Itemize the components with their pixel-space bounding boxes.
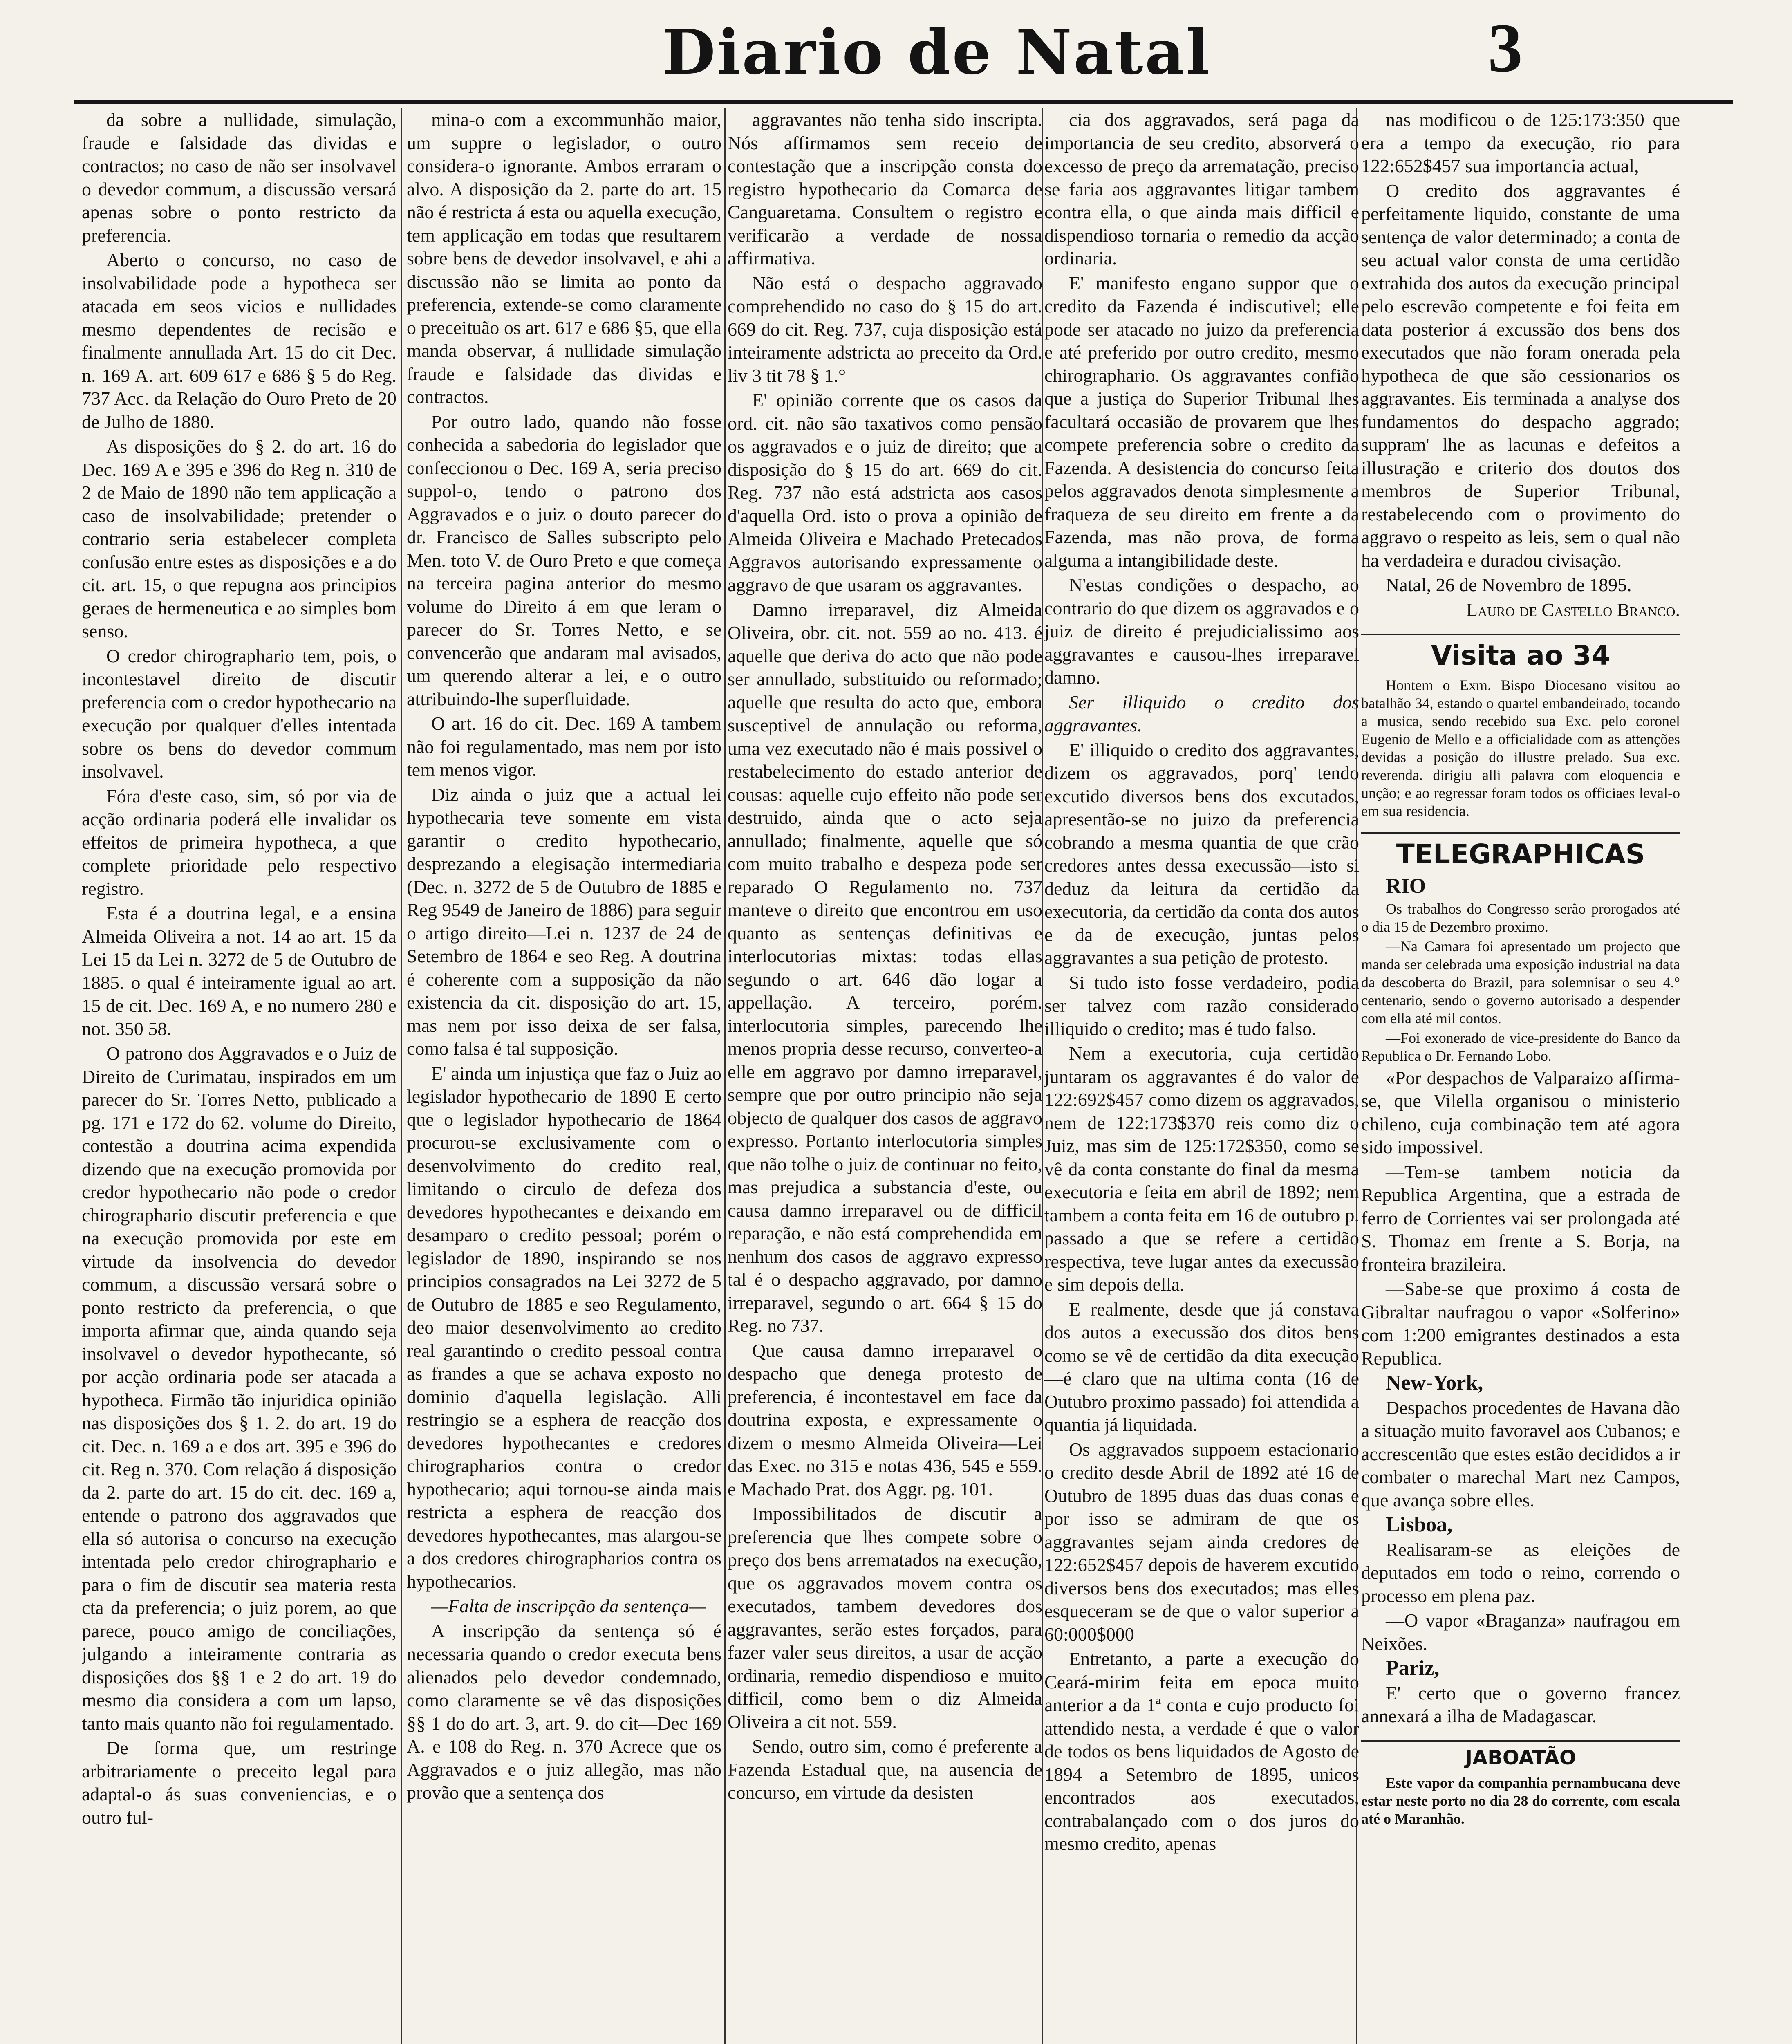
- paragraph: cia dos aggravados, será paga da importancia de seu credito, absorverá o excesso de preço da arrematação, preciso se faria aos aggravantes litigar tambem contra ella, o que ainda mais difficil e dispendioso tornaria o remedio da acção ordinaria.: [1044, 109, 1359, 269]
- header-rule: [74, 100, 1733, 104]
- paragraph: aggravantes não tenha sido inscripta. Nós affirmamos sem receio de contestação que a inscripção consta do registro hypothecario da Comarca de Canguaretama. Consultem o registro e verificarão a verdade de nossa affirmativa.: [728, 109, 1042, 269]
- paragraph: O credor chirographario tem, pois, o incontestavel direito de discutir preferencia com o credor hypothecario na execução por qualquer d'elles intentada sobre os bens do devedor commum insolvavel.: [82, 645, 396, 782]
- dateline-pariz: Pariz,: [1386, 1656, 1440, 1680]
- paragraph: Os aggravados suppoem estacionario o credito desde Abril de 1892 até 16 de Outubro de 1895 duas das duas conas e por isso se admiram de que os aggravantes sejam ainda credores de 122:652$457 depois de haverem excutido diversos bens dos executados; mas elles esqueceram se de que o valor superior a 60:000$000: [1044, 1439, 1359, 1645]
- news-item: Realisaram-se as eleições de deputados em todo o reino, correndo o processo em plena paz.: [1361, 1539, 1680, 1606]
- dateline: Natal, 26 de Novembro de 1895.: [1386, 574, 1632, 595]
- paragraph: O art. 16 do cit. Dec. 169 A tambem não foi regulamentado, mas nem por isto tem menos vigor.: [407, 713, 721, 780]
- paragraph: A inscripção da sentença só é necessaria quando o credor executa bens alienados pelo devedor condemnado, como claramente se vê das disposições §§ 1 do do art. 3, art. 9. do cit—Dec 169 A. e 108 do Reg. n. 370 Acrece que os Aggravados e o juiz allegão, mas não provão que a sentença dos: [407, 1620, 721, 1803]
- section-subheading: —Falta de inscripção da sentença—: [431, 1596, 706, 1616]
- column-4: [1044, 108, 1359, 2044]
- news-item: Hontem o Exm. Bispo Diocesano visitou ao batalhão 34, estando o quartel embandeirado, tocando a musica, sendo recebido sua Exc. pelo coronel Eugenio de Mello e a officialidade com as attenções devidas a posição do illustre prelado. Sua exc. reverenda. dirigiu alli palavra com eloquencia e unção; e ao regressar foram todos os officiaes leval-o em sua residencia.: [1361, 677, 1680, 819]
- news-item: —Foi exonerado de vice-presidente do Banco da Republica o Dr. Fernando Lobo.: [1361, 1029, 1680, 1064]
- news-item: E' certo que o governo francez annexará a ilha de Madagascar.: [1361, 1682, 1680, 1726]
- paragraph: Entretanto, a parte a execução do Ceará-mirim feita em epoca muito anterior a da 1ª conta e cujo producto foi attendido nesta, a verdade é que o valor de todos os bens liquidados de Agosto de 1894 a Setembro de 1895, unicos encontrados aos executados, contrabalançado com o dos juros do mesmo credito, apenas: [1044, 1648, 1359, 1854]
- paragraph: Esta é a doutrina legal, e a ensina Almeida Oliveira a not. 14 ao art. 15 da Lei 15 da Lei n. 3272 de 5 de Outubro de 1885. o qual é inteiramente igual ao art. 15 de cit. Dec. 169 A, e no numero 280 e not. 350 58.: [82, 903, 396, 1039]
- news-item: —Tem-se tambem noticia da Republica Argentina, que a estrada de ferro de Corrientes vai ser prolongada até S. Thomaz em frente a S. Borja, na fronteira brazileira.: [1361, 1161, 1680, 1275]
- paragraph: Que causa damno irreparavel o despacho que denega protesto de preferencia, é incontestavel em face da doutrina exposta, e expressamente o dizem o mesmo Almeida Oliveira—Lei das Exec. no 315 e notas 436, 545 e 559. e Machado Prat. dos Aggr. pg. 101.: [728, 1340, 1042, 1499]
- paragraph: Impossibilitados de discutir a preferencia que lhes compete sobre o preço dos bens arrematados na execução, que os aggravados movem contra os executados, tambem devedores dos aggravantes, serão estes forçados, para fazer valer seus direitos, a usar de acção ordinaria, remedio dispendioso e muito difficil, como bem o diz Almeida Oliveira a cit not. 559.: [728, 1503, 1042, 1732]
- paragraph: Fóra d'este caso, sim, só por via de acção ordinaria poderá elle invalidar os effeitos de primeira hypotheca, a que complete prioridade pelo respectivo registro.: [82, 785, 396, 899]
- headline-jaboatao: JABOATÃO: [1361, 1740, 1680, 1770]
- column-separator: [724, 108, 726, 2044]
- news-item: —Na Camara foi apresentado um projecto que manda ser celebrada uma exposição industrial na data da descoberta do Brazil, para solemnisar o seu 4.° centenario, sendo o governo autorisado a despender com ella até mil contos.: [1361, 938, 1680, 1026]
- paragraph: E' opinião corrente que os casos da ord. cit. não são taxativos como pensão os aggravados e o juiz de direito; que a disposição do § 15 do art. 669 do cit. Reg. 737 não está adstricta aos casos d'aquella Ord. isto o prova a opinião de Almeida Oliveira e Machado Pretecados Aggravos autorisando expressamente o aggravo de que usaram os aggravantes.: [728, 390, 1042, 595]
- paragraph: As disposições do § 2. do art. 16 do Dec. 169 A e 395 e 396 do Reg n. 310 de 2 de Maio de 1890 não tem applicação a caso de insolvabilidade; pretender o contrario seria estabelecer completa confusão entre estes as disposições e a do cit. art. 15, o que repugna aos principios geraes de hermeneutica e ao simples bom senso.: [82, 436, 396, 641]
- paragraph: Sendo, outro sim, como é preferente a Fazenda Estadual que, na ausencia de concurso, em virtude da desisten: [728, 1736, 1042, 1803]
- paragraph: E' manifesto engano suppor que o credito da Fazenda é indiscutivel; elle pode ser atacado no juizo da preferencia e até preferido por outro credito, mesmo chirographario. Os aggravantes confião que a justiça do Superior Tribunal lhes facultará occasião de provarem que lhes compete preferencia sobre o credito da Fazenda. A desistencia do concurso feita pelos aggravados denota simplesmente a fraqueza de seu direito em frente a da Fazenda, mas não prova, de forma alguma a intangibilidade deste.: [1044, 272, 1359, 571]
- paragraph: E' illiquido o credito dos aggravantes, dizem os aggravados, porq' tendo excutido diversos bens dos excutados, apresentão-se no juizo da preferencia cobrando a mesma quantia de que crão credores antes dessa execussão—isto si deduz da leitura da certidão da executoria, da certidão da conta dos autos e da de execução, juntas pelos aggravantes a sua petição de protesto.: [1044, 739, 1359, 968]
- newspaper-title: Diario de Natal: [662, 16, 1211, 88]
- dateline-new-york: New-York,: [1386, 1371, 1483, 1394]
- paragraph: N'estas condições o despacho, ao contrario do que dizem os aggravados e o juiz de direito é prejudicialissimo aos aggravantes e causou-lhes irreparavel damno.: [1044, 574, 1359, 688]
- news-item: Despachos procedentes de Havana dão a situação muito favoravel aos Cubanos; e accrescentão que estes estão decididos a ir combater o marechal Mart nez Campos, que avança sobre elles.: [1361, 1397, 1680, 1511]
- paragraph: Não está o despacho aggravado comprehendido no caso do § 15 do art. 669 do cit. Reg. 737, cuja disposição está inteiramente adstricta ao preceito da Ord. liv 3 tit 78 § 1.°: [728, 272, 1042, 386]
- signature: Lauro de Castello Branco.: [1466, 599, 1680, 620]
- news-item: —Sabe-se que proximo á costa de Gibraltar naufragou o vapor «Solferino» com 1:200 emigrantes destinados a esta Republica.: [1361, 1278, 1680, 1369]
- paragraph: O credito dos aggravantes é perfeitamente liquido, constante de uma sentença de valor determinado; a conta de seu actual valor consta de uma certidão extrahida dos autos da execução principal pelo escrevão competente e foi feita em data posterior á excussão dos bens dos executados que não foram onerada pela hypotheca de que são cessionarios os aggravantes. Eis terminada a analyse dos fundamentos do despacho aggrado; suppram' lhe as lacunas e defeitos a illustração e criterio dos doutos dos membros de Superior Tribunal, restabelecendo com o provimento do aggravo o respeito as leis, sem o qual não ha verdadeira e duradou civisação.: [1361, 180, 1680, 571]
- paragraph: Por outro lado, quando não fosse conhecida a sabedoria do legislador que confeccionou o Dec. 169 A, seria preciso suppol-o, tendo o patrono dos Aggravados e o juiz o douto parecer do dr. Francisco de Salles subscripto pelo Men. toto V. de Ouro Preto e que começa na terceira pagina anterior do mesmo volume do Direito á em que leram o parecer do Sr. Torres Netto, e se convencerão que andaram mal avisados, um querendo alterar a lei, e o outro attribuindo-lhe superfluidade.: [407, 411, 721, 709]
- paragraph: E realmente, desde que já constava dos autos a execussão dos ditos bens como se vê de certidão da dita execução—é claro que na ultima conta (16 de Outubro proximo passado) foi attendida a quantia já liquidada.: [1044, 1298, 1359, 1435]
- paragraph: Diz ainda o juiz que a actual lei hypothecaria teve somente em vista garantir o credito hypothecario, desprezando a elegisação intermediaria (Dec. n. 3272 de 5 de Outubro de 1885 e Reg 9549 de Janeiro de 1886) para seguir o artigo direito—Lei n. 1237 de 24 de Setembro de 1864 e seo Reg. A doutrina é coherente com a supposição da não existencia da cit. disposição do art. 15, mas nem por isso deixa de ser falsa, como falsa é tal supposição.: [407, 784, 721, 1059]
- section-subheading: Ser illiquido o credito dos aggravantes.: [1044, 691, 1359, 735]
- paragraph: De forma que, um restringe arbitrariamente o preceito legal para adaptal-o ás suas conveniencias, e o outro ful-: [82, 1737, 396, 1828]
- dateline-rio: RIO: [1386, 874, 1426, 898]
- paragraph: O patrono dos Aggravados e o Juiz de Direito de Curimatau, inspirados em um parecer do Sr. Torres Netto, publicado a pg. 171 e 172 do 62. volume do Direito, contestão a doutrina acima expendida dizendo que na execução promovida por credor hypothecario não pode o credor chirographario discutir preferencia e que na execução promovida por este em virtude da insolvencia do devedor commum, a discussão versará sobre o ponto restricto da preferencia, o que importa afirmar que, ainda quando seja insolvavel o devedor hypothecante, só por acção ordinaria pode ser atacada a hypotheca. Firmão tão injuridica opinião nas disposições dos § 1. 2. do art. 19 do cit. Dec. n. 169 a e dos art. 395 e 396 do cit. Reg n. 370. Com relação á disposição da 2. parte do art. 15 do cit. dec. 169 a, entende o patrono dos aggravados que ella só autorisa o concurso na execução intentada pelo credor chirographario e para o fim de discutir sea materia resta cta da preferencia; o juiz porem, ao que parece, pouco amigo de conciliações, julgando a inteiramente contraria as disposições dos §§ 1 e 2 do art. 19 do mesmo dia considera a com um lapso, tanto mais quanto não foi regulamentado.: [82, 1043, 396, 1734]
- column-1: [82, 108, 396, 2044]
- paragraph: E' ainda um injustiça que faz o Juiz ao legislador hypothecario de 1890 E certo que o legislador hypothecario de 1864 procurou-se exclusivamente com o desenvolvimento do credito real, limitando o circulo de defeza dos devedores hypothecantes e deixando em desamparo o credito pessoal; porém o legislador de 1890, inspirando se nos principios consagrados na Lei 3272 de 5 de Outubro de 1885 e seo Regulamento, deo maior desenvolvimento ao credito real garantindo o credito pessoal contra as frandes a que se achava exposto no dominio d'aquella legislação. Alli restringio se a esphera de reacção dos devedores hypothecantes e credores chirographarios contra o credor hypothecario; aqui tornou-se ainda mais restricta a esphera de reacção dos devedores hypothecantes, mas alargou-se a dos credores chirographarios contra os hypothecarios.: [407, 1062, 721, 1592]
- news-item: Este vapor da companhia pernambucana deve estar neste porto no dia 28 do corrente, com escala até o Maranhão.: [1361, 1774, 1680, 1827]
- news-item: «Por despachos de Valparaizo affirma-se, que Vilella organisou o ministerio chileno, cuja combinação tem até agora sido impossivel.: [1361, 1067, 1680, 1157]
- paragraph: Si tudo isto fosse verdadeiro, podia ser talvez com razão considerado illiquido o credito; mas é tudo falso.: [1044, 972, 1359, 1039]
- paragraph: nas modificou o de 125:173:350 que era a tempo da execução, rio para 122:652$457 sua importancia actual,: [1361, 109, 1680, 176]
- masthead: [0, 0, 1792, 102]
- column-3: [728, 108, 1042, 2044]
- paragraph: Nem a executoria, cuja certidão juntaram os aggravantes é do valor de 122:692$457 como dizem os aggravados, nem de 122:173$370 reis como diz o Juiz, mas sim de 125:172$350, como se vê da conta constante do final da mesma executoria e feita em abril de 1892; nem tambem a conta feita em 16 de outubro p. passado a que se refere a certidão respectiva, teve lugar antes da execussão e sim depois della.: [1044, 1043, 1359, 1295]
- news-item: Os trabalhos do Congresso serão prorogados até o dia 15 de Dezembro proximo.: [1361, 900, 1680, 935]
- paragraph: Damno irreparavel, diz Almeida Oliveira, obr. cit. not. 559 ao no. 413. é aquelle que deriva do acto que não pode ser annullado, substituido ou reformado; aquelle que resulta do acto que, embora susceptivel de annulação ou reforma, uma vez executado não é mais possivel o restabelecimento do estado anterior de cousas: aquelle cujo effeito não pode ser destruido, ainda que o acto seja annullado; finalmente, aquelle que só com muito trabalho e despeza pode ser reparado O Regulamento no. 737 manteve o direito que encontrou em uso quanto as sentenças definitivas e interlocutorias mixtas: todas ellas segundo o art. 646 dão logar a appellação. A terceiro, porém. interlocutoria simples, parecendo lhe menos propria desse recurso, converteo-a elle em aggravo por damno irreparavel, sempre que por outro principio não seja objecto de qualquer dos casos de aggravo expresso. Portanto interlocutoria simples que não tolhe o juiz de continuar no feito, mas prejudica a substancia d'este, ou causa damno irreparavel ou de difficil reparação, e não está comprehendida em nenhum dos casos de aggravo expresso tal é o despacho aggravado, por damno irreparavel, segundo o art. 664 § 15 do Reg. no 737.: [728, 599, 1042, 1336]
- paragraph: mina-o com a excommunhão maior, um suppre o legislador, o outro considera-o ignorante. Ambos erraram o alvo. A disposição da 2. parte do art. 15 não é restricta á esta ou aquella execução, tem applicação em todas que resultarem sobre bens de devedor insolvavel, e ahi a discussão não se limita ao ponto da preferencia, extende-se como claramente o preceituão os art. 617 e 686 §5, que ella manda observar, á nullidade simulação fraude e falsidade das dividas e contractos.: [407, 109, 721, 407]
- column-2: [407, 108, 721, 2044]
- page-number: 3: [1488, 9, 1523, 86]
- column-5: [1361, 108, 1680, 2044]
- headline-visita: Visita ao 34: [1361, 634, 1680, 672]
- paragraph: Aberto o concurso, no caso de insolvabilidade pode a hypotheca ser atacada em seos vicios e nullidades mesmo dependentes de recisão e finalmente annullada Art. 15 do cit Dec. n. 169 A. art. 609 617 e 686 § 5 do Reg. 737 Acc. da Relação do Ouro Preto de 20 de Julho de 1880.: [82, 249, 396, 432]
- column-separator: [401, 108, 402, 2044]
- headline-telegraphicas: TELEGRAPHICAS: [1361, 832, 1680, 871]
- paragraph: da sobre a nullidade, simulação, fraude e falsidade das dividas e contractos; no caso de não ser insolvavel o devedor commum, a discussão versará apenas sobre o ponto restricto da preferencia.: [82, 109, 396, 246]
- dateline-lisboa: Lisboa,: [1386, 1513, 1453, 1536]
- news-item: —O vapor «Braganza» naufragou em Neixões.: [1361, 1610, 1680, 1654]
